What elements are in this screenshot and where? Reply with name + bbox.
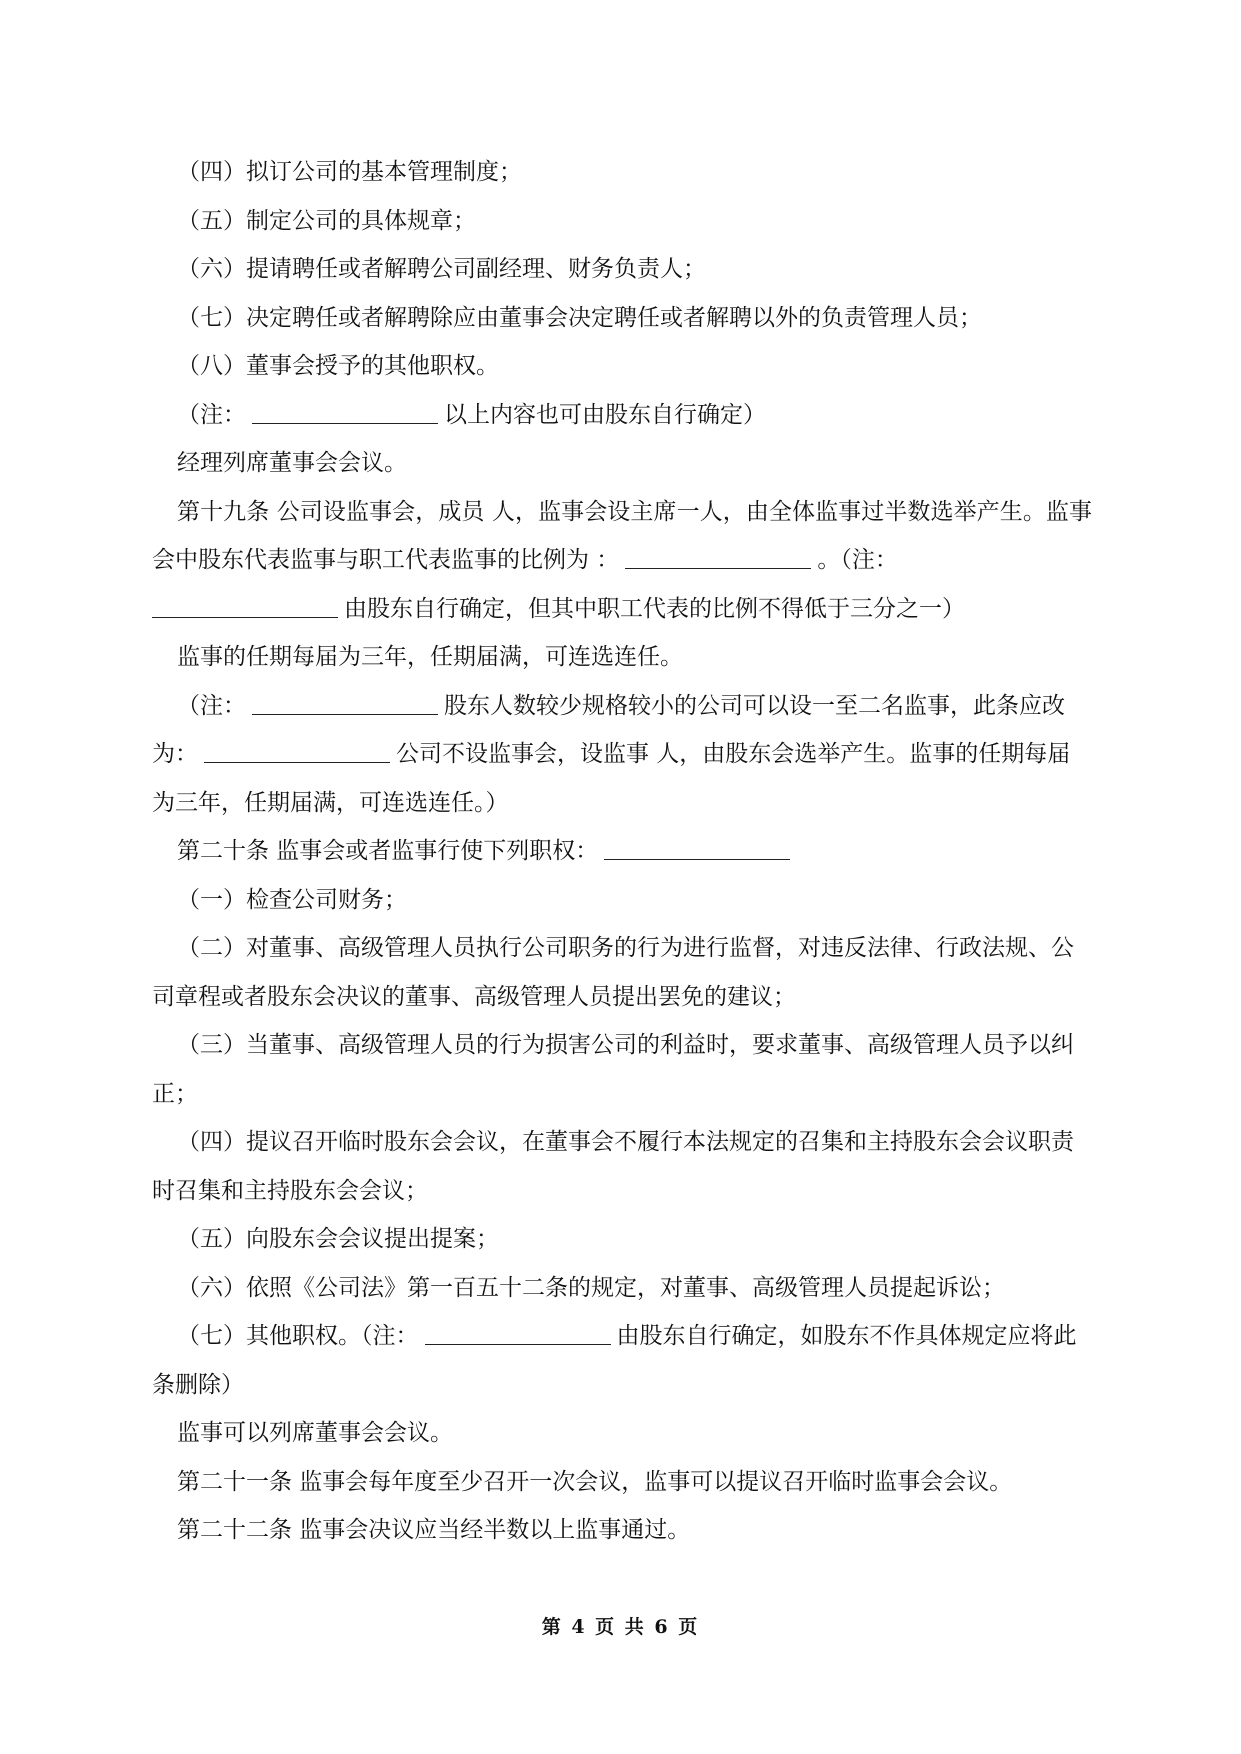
note-paragraph [152,585,1092,634]
paragraph: 监事的任期每届为三年，任期届满，可连选连任。 [177,644,683,670]
paragraph: （七）决定聘任或者解聘除应由董事会决定聘任或者解聘以外的负责管理人员； [177,304,982,331]
text-fragment: （注： [177,692,246,719]
fill-in-blank [152,594,338,618]
paragraph: （五）制定公司的具体规章； [177,207,476,234]
note-paragraph [152,682,1092,828]
text-fragment: 股东人数较少规格较小的公司可以设一至二名监事，此条应改为： [152,692,1065,767]
paragraph: （一）检查公司财务； [177,886,407,913]
paragraph: （三）当董事、高级管理人员的行为损害公司的利益时，要求董事、高级管理人员予以纠正； [152,1032,1074,1107]
text-fragment: 由股东自行确定，但其中职工代表的比例不得低于三分之一） [344,595,965,622]
paragraph: （六）提请聘任或者解聘公司副经理、财务负责人； [177,256,706,282]
text-fragment: 。（注： [817,547,898,573]
paragraph: （二）对董事、高级管理人员执行公司职务的行为进行监督，对违反法律、行政法规、公司章程或者股东会决议的董事、高级管理人员提出罢免的建议； [152,935,1074,1010]
text-fragment: （注： [177,401,246,428]
paragraph: （八）董事会授予的其他职权。 [177,353,499,379]
fill-in-blank [252,691,438,715]
text-fragment: 以上内容也可由股东自行确定） [444,401,766,428]
text-fragment: 第十九条 公司设监事会，成员 人，监事会设主席一人，由全体监事过半数选举产生。监事会中股东代表监事与职工代表监事的比例为 ： [152,498,1092,573]
page-number-footer: 第 4 页 共 6 页 [541,1616,700,1638]
text-fragment: 由股东自行确定，如股东不作具体规定应将此条删除） [152,1323,1077,1398]
paragraph: 第二十一条 监事会每年度至少召开一次会议，监事可以提议召开临时监事会会议。 [177,1468,1013,1495]
fill-in-blank [625,545,811,569]
fill-in-blank [204,739,390,763]
document-body [152,148,1092,1555]
fill-in-blank [604,836,790,860]
text-fragment: （七）其他职权。（注： [177,1323,419,1349]
note-paragraph [152,1312,1092,1409]
fill-in-blank [425,1321,611,1345]
paragraph: （四）拟订公司的基本管理制度； [177,159,522,185]
article-20-heading [152,827,1092,876]
text-fragment: 第二十条 监事会或者监事行使下列职权： [177,838,599,864]
text-fragment: 公司不设监事会，设监事 人，由股东会选举产生。监事的任期每届为三年，任期届满，可连选连任。） [152,741,1071,816]
paragraph: 监事可以列席董事会会议。 [177,1420,453,1446]
paragraph: （四）提议召开临时股东会会议，在董事会不履行本法规定的召集和主持股东会会议职责时召集和主持股东会会议； [152,1129,1074,1204]
paragraph: 第二十二条 监事会决议应当经半数以上监事通过。 [177,1517,691,1543]
paragraph: 经理列席董事会会议。 [177,450,407,476]
article-19-paragraph [152,488,1092,585]
fill-in-blank [252,400,438,424]
paragraph: （六）依照《公司法》第一百五十二条的规定，对董事、高级管理人员提起诉讼； [177,1274,1005,1301]
paragraph: （五）向股东会会议提出提案； [177,1226,499,1252]
note-paragraph [152,391,1092,440]
